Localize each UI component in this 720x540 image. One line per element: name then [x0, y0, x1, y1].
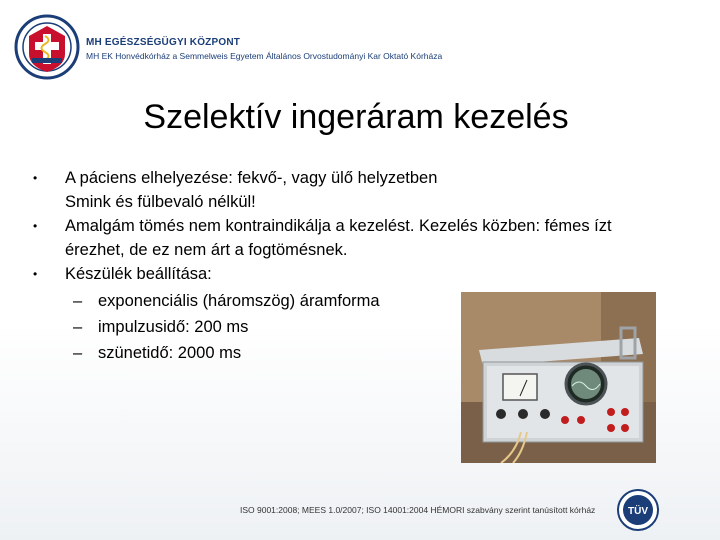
- bullet-marker: •: [33, 171, 38, 185]
- sub-bullet-marker: –: [73, 318, 83, 336]
- bullet-marker: •: [33, 219, 38, 233]
- bullet-line: Amalgám tömés nem kontraindikálja a kezelést. Kezelés közben: fémes ízt: [65, 217, 612, 235]
- stimulation-device-image: [461, 292, 656, 463]
- bullet-item: [28, 214, 688, 262]
- bullet-line: érezhet, de ez nem árt a fogtömésnek.: [65, 241, 348, 259]
- organization-name: MH EGÉSZSÉGÜGYI KÖZPONT: [86, 37, 241, 48]
- bullet-item: [28, 166, 688, 214]
- tuv-badge-text: TÜV: [628, 506, 648, 517]
- sub-bullet-text: szünetidő: 2000 ms: [98, 344, 242, 362]
- organization-logo: [14, 14, 80, 80]
- tuv-certification-badge: [616, 488, 660, 532]
- certification-footer: ISO 9001:2008; MEES 1.0/2007; ISO 14001:2004 HÉMORI szabvány szerint tanúsított kórház: [240, 505, 596, 515]
- organization-subtitle: MH EK Honvédkórház a Semmelweis Egyetem Általános Orvostudományi Kar Oktató Kórháza: [86, 51, 443, 61]
- slide-title: Szelektív ingeráram kezelés: [143, 98, 569, 136]
- bullet-marker: •: [33, 267, 38, 281]
- bullet-line: Smink és fülbevaló nélkül!: [65, 193, 256, 211]
- device-photo: [461, 292, 656, 463]
- bullet-line: Készülék beállítása:: [65, 265, 212, 283]
- sub-bullet-marker: –: [73, 292, 83, 310]
- sub-bullet-text: impulzusidő: 200 ms: [98, 318, 249, 336]
- sub-bullet-text: exponenciális (háromszög) áramforma: [98, 292, 380, 310]
- sub-bullet-marker: –: [73, 344, 83, 362]
- bullet-line: A páciens elhelyezése: fekvő-, vagy ülő helyzetben: [65, 169, 438, 187]
